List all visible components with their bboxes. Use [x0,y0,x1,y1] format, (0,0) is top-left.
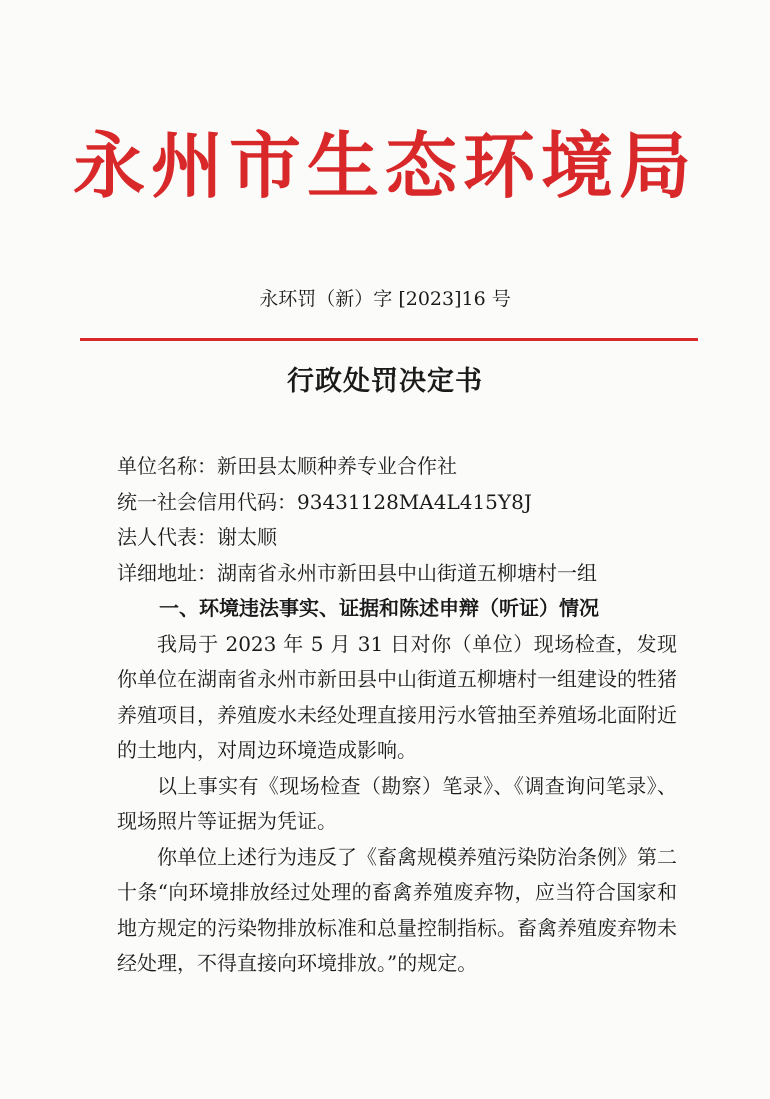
field-credit-code [117,485,677,521]
paragraph-evidence: 以上事实有《现场检查（勘察）笔录》、《调查询问笔录》、现场照片等证据为凭证。 [117,773,677,833]
field-value: 新田县太顺种养专业合作社 [217,454,457,478]
document-number: 永环罚（新）字 [2023]16 号 [259,288,511,310]
section-heading: 一、环境违法事实、证据和陈述申辩（听证）情况 [159,596,599,620]
field-value: 93431128MA4L415Y8J [297,489,532,514]
paragraph-inspection: 我局于 2023 年 5 月 31 日对你（单位）现场检查，发现你单位在湖南省永州市新田县中山街道五柳塘村一组建设的牲猪养殖项目，养殖废水未经处理直接用污水管抽至养殖场北面附近的土地内，对周边环境造成影响。 [117,631,677,762]
paragraph-violation: 你单位上述行为违反了《畜禽规模养殖污染防治条例》第二十条“向环境排放经过处理的畜禽养殖废弃物，应当符合国家和地方规定的污染物排放标准和总量控制指标。畜禽养殖废弃物未经处理，不得直接向环境排放。”的规定。 [117,844,677,975]
field-label: 单位名称： [117,454,217,478]
agency-masthead: 永州市生态环境局 [72,123,697,208]
field-unit-name [117,449,677,485]
field-value: 谢太顺 [217,525,277,549]
field-label: 详细地址： [117,560,217,585]
field-value: 湖南省永州市新田县中山街道五柳塘村一组 [217,560,597,585]
field-label: 法人代表： [117,525,217,549]
document-body [117,449,677,982]
red-divider [80,338,698,341]
field-legal-representative [117,520,677,556]
field-address [117,556,677,592]
field-label: 统一社会信用代码： [117,489,297,514]
document-title: 行政处罚决定书 [287,366,483,397]
